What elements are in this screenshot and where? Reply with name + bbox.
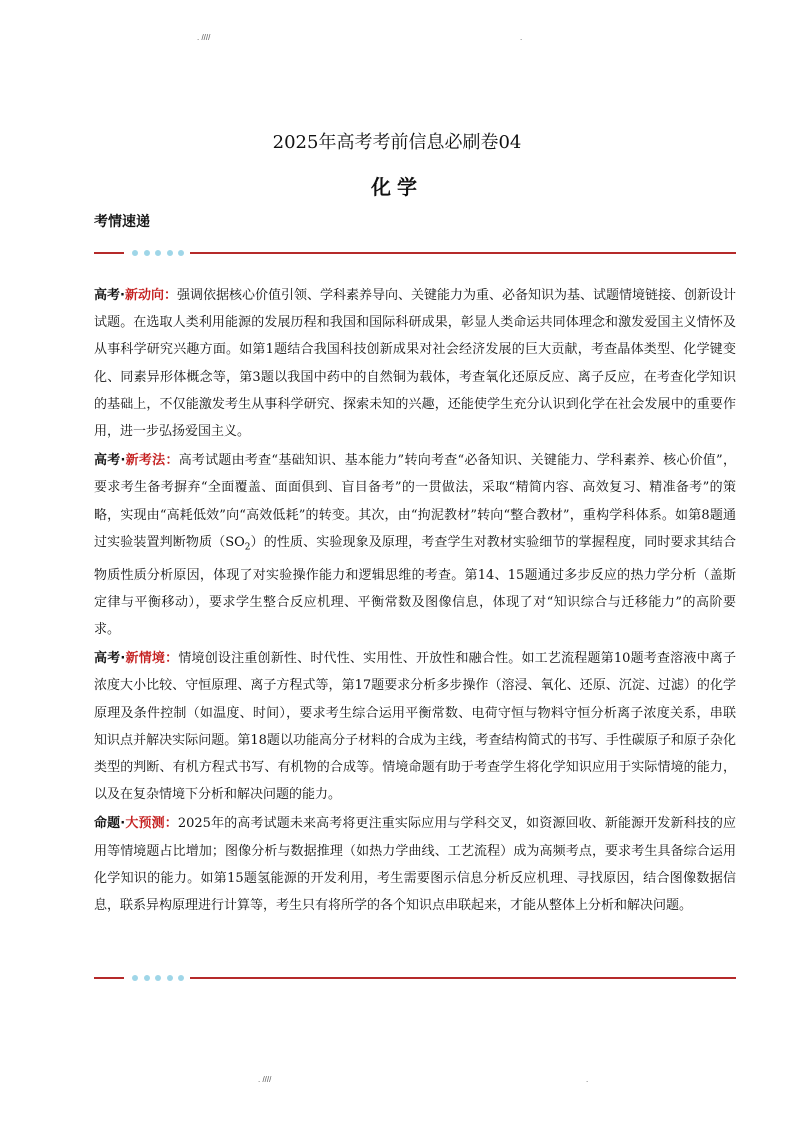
subscript: 2 — [244, 542, 251, 553]
paragraph-text: 强调依据核心价值引领、学科素养导向、关键能力为重、必备知识为基、试题情境链接、创新设计试题。在选取人类利用能源的发展历程和我国和国际科研成果，彰显人类命运共同体理念和激发爱国主义情怀及从事科学研究兴趣方面。如第1题结合我国科技创新成果对社会经济发展的巨大贡献，考查晶体类型、化学键变化、同素异形体概念等，第3题以我国中药中的自然铜为载体，考查氧化还原反应、离子反应，在考查化学知识的基础上，不仅能激发考生从事科学研究、探索未知的兴趣，还能使学生充分认识到化学在社会发展中的重要作用，进一步弘扬爱国主义。 — [94, 288, 736, 440]
divider-line-long — [190, 252, 736, 254]
divider-dots — [132, 250, 184, 256]
paragraph-tag: 高考·新考法： — [94, 453, 179, 469]
paragraph-prediction — [94, 810, 736, 919]
page-title: 2025年高考考前信息必刷卷04 — [272, 132, 522, 153]
section-title: 考情速递 — [94, 214, 150, 230]
bottom-divider — [94, 973, 736, 983]
divider-line-long — [190, 977, 736, 979]
top-divider — [94, 248, 736, 258]
subject-title: 化学 — [371, 175, 423, 199]
footer-left: . //// — [258, 1075, 272, 1084]
paragraph-tag: 命题·大预测： — [94, 816, 178, 832]
paragraph-text-b: ）的性质、实验现象及原理，考查学生对教材实验细节的掌握程度，同时要求其结合物质性质分析原因，体现了对实验操作能力和逻辑思维的考查。第14、15题通过多步反应的热力学分析（盖斯定律与平衡移动），要求学生整合反应机理、平衡常数及图像信息，体现了对“知识综合与迁移能力”的高阶要求。 — [94, 534, 736, 638]
paragraph-text-a: 高考试题由考查“基础知识、基本能力”转向考查“必备知识、关键能力、学科素养、核心价值”，要求考生备考摒弃“全面覆盖、面面俱到、盲目备考”的一贯做法，采取“精简内容、高效复习、精准备考”的策略，实现由“高耗低效”向“高效低耗”的转变。其次，由“拘泥教材”转向“整合教材”，重构学科体系。如第8题通过实验装置判断物质（SO — [94, 453, 736, 550]
paragraph-new-context — [94, 645, 736, 808]
paragraph-tag: 高考·新动向： — [94, 288, 177, 303]
paragraph-text: 情境创设注重创新性、时代性、实用性、开放性和融合性。如工艺流程题第10题考查溶液中离子浓度大小比较、守恒原理、离子方程式等，第17题要求分析多步操作（溶浸、氧化、还原、沉淀、过滤）的化学原理及条件控制（如温度、时间），要求考生综合运用平衡常数、电荷守恒与物料守恒分析离子浓度关系，串联知识点并解决实际问题。第18题以功能高分子材料的合成为主线，考查结构简式的书写、手性碳原子和原子杂化类型的判断、有机方程式书写、有机物的合成等。情境命题有助于考查学生将化学知识应用于实际情境的能力，以及在复杂情境下分析和解决问题的能力。 — [94, 651, 736, 803]
paragraph-new-trend — [94, 282, 736, 445]
header-right: . — [520, 33, 523, 42]
paragraph-new-method — [94, 447, 736, 643]
paragraph-text: 2025年的高考试题未来高考将更注重实际应用与学科交叉，如资源回收、新能源开发新科技的应用等情境题占比增加；图像分析与数据推理（如热力学曲线、工艺流程）成为高频考点，要求考生具备综合运用化学知识的能力。如第15题氢能源的开发利用，考生需要图示信息分析反应机理、寻找原因，结合图像数据信息，联系异构原理进行计算等，考生只有将所学的各个知识点串联起来，才能从整体上分析和解决问题。 — [94, 816, 736, 914]
divider-line-short — [94, 977, 124, 979]
main-content — [94, 282, 736, 921]
footer-right: . — [586, 1075, 589, 1084]
header-left: . //// — [197, 33, 211, 42]
paragraph-tag: 高考·新情境： — [94, 651, 179, 667]
divider-line-short — [94, 252, 124, 254]
divider-dots — [132, 975, 184, 981]
